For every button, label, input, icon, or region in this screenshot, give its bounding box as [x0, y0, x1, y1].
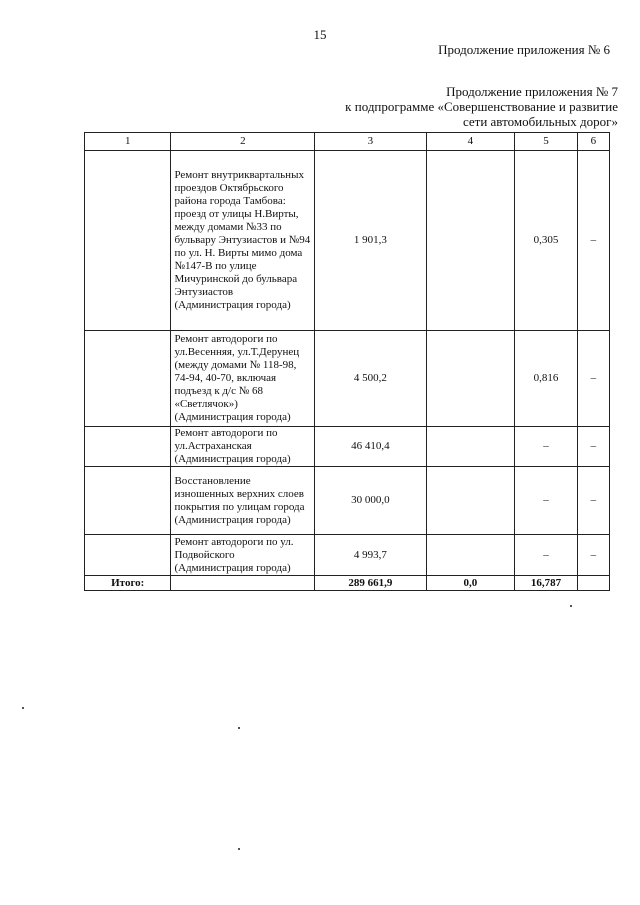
total-amount: 289 661,9 [315, 576, 426, 591]
row-1-description: Ремонт внутриквартальных проездов Октябрьского района города Тамбова: проезд от улицы Н.Вирты, между домами №33 по бульвару Энтузиастов и №94 по ул. Н. Вирты мимо дома №147-В по улице Мичуринской до бульвара Энтузиастов (Администрация города) [171, 151, 315, 331]
row-3-col-6: – [577, 427, 609, 467]
appendix-7-continuation: Продолжение приложения № 7 [446, 84, 618, 99]
page-number: 15 [313, 27, 327, 42]
row-2-description: Ремонт автодороги по ул.Весенняя, ул.Т.Дерунец (между домами № 118-98, 74-94, 40-70, включая подъезд к д/с № 68 «Светлячок») (Администрация города) [171, 331, 315, 427]
row-3-col-1 [85, 427, 171, 467]
row-5-col-1 [85, 535, 171, 576]
total-col-2 [171, 576, 315, 591]
funding-table [84, 132, 610, 591]
row-2-amount: 4 500,2 [315, 331, 426, 427]
table-row [85, 535, 610, 576]
row-5-amount: 4 993,7 [315, 535, 426, 576]
row-1-amount: 1 901,3 [315, 151, 426, 331]
total-col-6 [577, 576, 609, 591]
header-cell-1: 1 [85, 133, 171, 151]
header-cell-3: 3 [315, 133, 426, 151]
row-5-description: Ремонт автодороги по ул. Подвойского (Администрация города) [171, 535, 315, 576]
row-4-col-1 [85, 467, 171, 535]
scan-speck [22, 707, 24, 709]
row-2-length: 0,816 [515, 331, 578, 427]
table-row [85, 151, 610, 331]
total-col-4: 0,0 [426, 576, 515, 591]
row-3-description: Ремонт автодороги по ул.Астраханская (Администрация города) [171, 427, 315, 467]
row-5-col-4 [426, 535, 515, 576]
row-4-col-4 [426, 467, 515, 535]
table-header-row [85, 133, 610, 151]
row-4-amount: 30 000,0 [315, 467, 426, 535]
appendix-7-header [345, 84, 618, 129]
scan-speck [238, 727, 240, 729]
header-cell-5: 5 [515, 133, 578, 151]
subprogram-line-1: к подпрограмме «Совершенствование и развитие [345, 99, 618, 114]
row-3-length: – [515, 427, 578, 467]
header-cell-2: 2 [171, 133, 315, 151]
table-row [85, 427, 610, 467]
row-4-length: – [515, 467, 578, 535]
row-2-col-6: – [577, 331, 609, 427]
subprogram-line-2: сети автомобильных дорог» [462, 114, 618, 129]
row-1-length: 0,305 [515, 151, 578, 331]
scan-speck [238, 848, 240, 850]
row-3-amount: 46 410,4 [315, 427, 426, 467]
total-row [85, 576, 610, 591]
row-3-col-4 [426, 427, 515, 467]
row-5-length: – [515, 535, 578, 576]
header-cell-4: 4 [426, 133, 515, 151]
row-2-col-1 [85, 331, 171, 427]
row-1-col-4 [426, 151, 515, 331]
row-2-col-4 [426, 331, 515, 427]
row-1-col-6: – [577, 151, 609, 331]
scan-speck [570, 605, 572, 607]
appendix-6-continuation: Продолжение приложения № 6 [438, 42, 610, 57]
row-5-col-6: – [577, 535, 609, 576]
table-row [85, 467, 610, 535]
row-4-col-6: – [577, 467, 609, 535]
row-1-col-1 [85, 151, 171, 331]
header-cell-6: 6 [577, 133, 609, 151]
total-label: Итого: [85, 576, 171, 591]
total-length: 16,787 [515, 576, 578, 591]
table-row [85, 331, 610, 427]
row-4-description: Восстановление изношенных верхних слоев покрытия по улицам города (Администрация города) [171, 467, 315, 535]
